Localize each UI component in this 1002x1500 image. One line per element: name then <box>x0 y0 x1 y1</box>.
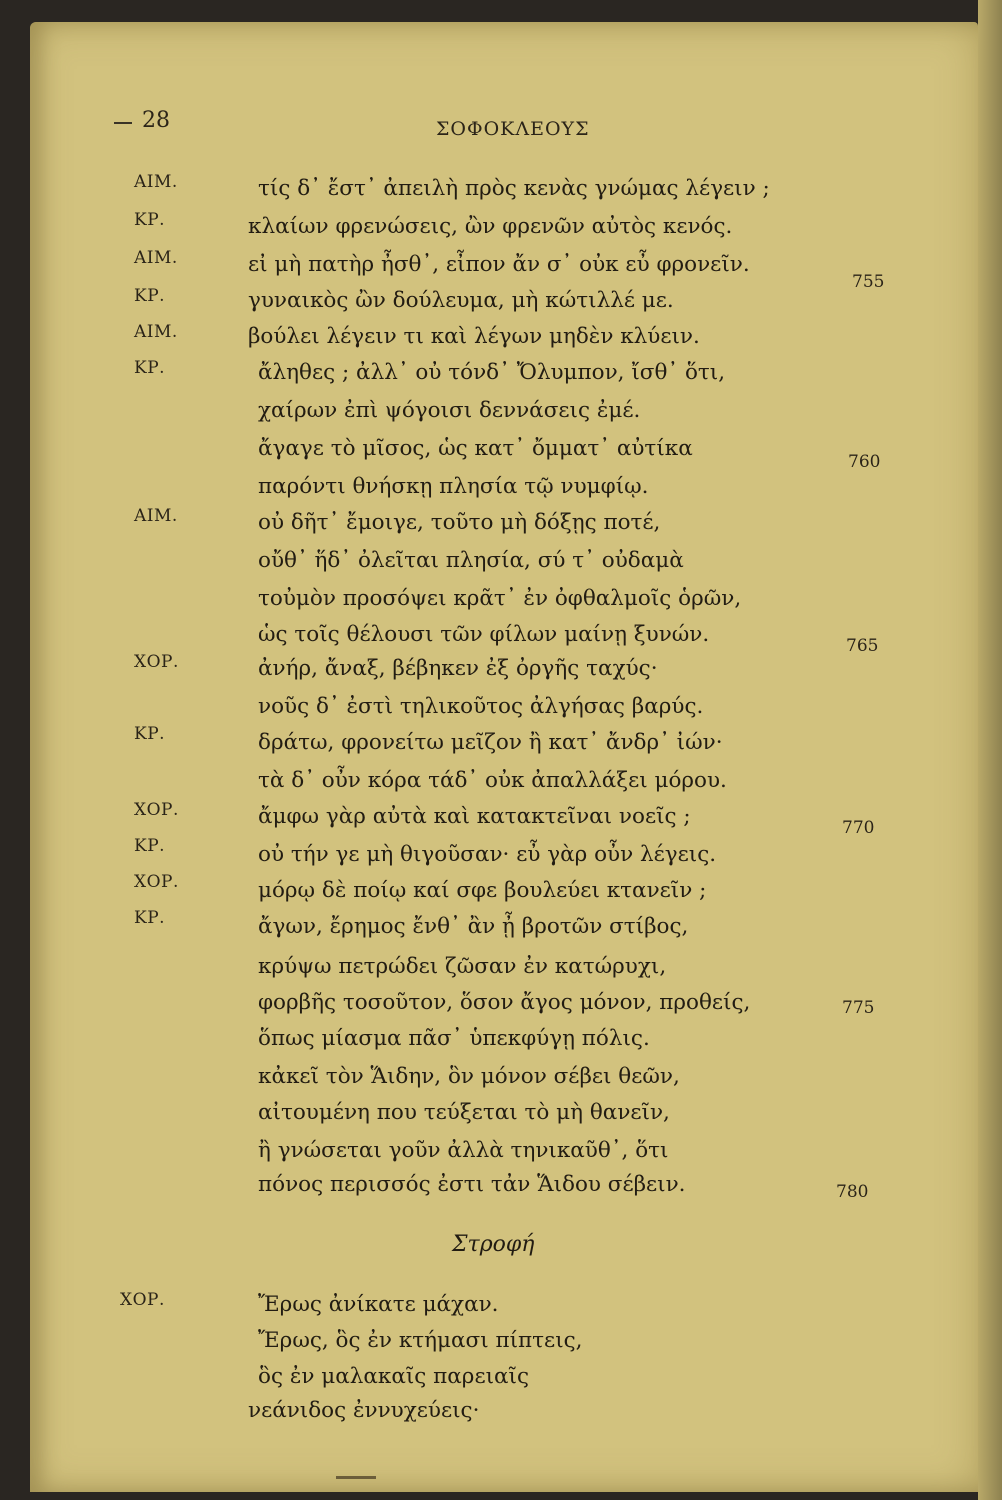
verse-line: ἄληθες ; ἀλλ᾽ οὐ τόνδ᾽ Ὄλυμπον, ἴσθ᾽ ὅτι, <box>258 360 726 385</box>
speaker-label: ΚΡ. <box>134 286 166 306</box>
verse-line: γυναικὸς ὢν δούλευμα, μὴ κώτιλλέ με. <box>248 288 674 313</box>
speaker-label: ΚΡ. <box>134 210 166 230</box>
book-page <box>30 22 978 1492</box>
verse-line: ἢ γνώσεται γοῦν ἀλλὰ τηνικαῦθ᾽, ὅτι <box>258 1138 669 1163</box>
speaker-label: ΑΙΜ. <box>134 506 178 526</box>
verse-line: ἄγαγε τὸ μῖσος, ὡς κατ᾽ ὄμματ᾽ αὐτίκα <box>258 436 693 461</box>
speaker-label: ΑΙΜ. <box>134 172 178 192</box>
verse-line: ἄγων, ἔρημος ἔνθ᾽ ἂν ᾖ βροτῶν στίβος, <box>258 914 689 939</box>
verse-line: νεάνιδος ἐννυχεύεις· <box>248 1398 480 1423</box>
speaker-label: ΧΟΡ. <box>134 872 179 892</box>
verse-line: Ἔρως, ὃς ἐν κτήμασι πίπτεις, <box>258 1328 583 1353</box>
verse-line: μόρῳ δὲ ποίῳ καί σφε βουλεύει κτανεῖν ; <box>258 878 707 903</box>
bottom-ornament <box>336 1476 376 1479</box>
line-number: 770 <box>842 818 875 838</box>
verse-line: οὐ δῆτ᾽ ἔμοιγε, τοῦτο μὴ δόξῃς ποτέ, <box>258 510 661 535</box>
speaker-label: ΧΟΡ. <box>120 1290 165 1310</box>
verse-line: κλαίων φρενώσεις, ὢν φρενῶν αὐτὸς κενός. <box>248 214 733 239</box>
line-number: 760 <box>848 452 881 472</box>
speaker-label: ΧΟΡ. <box>134 800 179 820</box>
line-number: 755 <box>852 272 885 292</box>
verse-line: πόνος περισσός ἐστι τἀν Ἅιδου σέβειν. <box>258 1172 686 1197</box>
verse-line: βούλει λέγειν τι καὶ λέγων μηδὲν κλύειν. <box>248 324 700 349</box>
verse-line: ὃς ἐν μαλακαῖς παρειαῖς <box>258 1364 530 1389</box>
section-heading: Στροφή <box>452 1232 535 1257</box>
verse-line: τὰ δ᾽ οὖν κόρα τάδ᾽ οὐκ ἀπαλλάξει μόρου. <box>258 768 727 793</box>
verse-line: φορβῆς τοσοῦτον, ὅσον ἄγος μόνον, προθείς, <box>258 990 751 1015</box>
verse-line: ὡς τοῖς θέλουσι τῶν φίλων μαίνῃ ξυνών. <box>258 622 710 647</box>
speaker-label: ΧΟΡ. <box>134 652 179 672</box>
verse-line: Ἔρως ἀνίκατε μάχαν. <box>258 1292 499 1317</box>
speaker-label: ΚΡ. <box>134 836 166 856</box>
speaker-label: ΚΡ. <box>134 724 166 744</box>
verse-line: οὔθ᾽ ἥδ᾽ ὀλεῖται πλησία, σύ τ᾽ οὐδαμὰ <box>258 548 684 573</box>
verse-line: ἄμφω γὰρ αὐτὰ καὶ κατακτεῖναι νοεῖς ; <box>258 804 691 829</box>
verse-line: εἰ μὴ πατὴρ ἦσθ᾽, εἶπον ἄν σ᾽ οὐκ εὖ φρονεῖν. <box>248 252 750 277</box>
speaker-label: ΚΡ. <box>134 908 166 928</box>
verse-line: αἰτουμένη που τεύξεται τὸ μὴ θανεῖν, <box>258 1100 670 1125</box>
speaker-label: ΑΙΜ. <box>134 248 178 268</box>
verse-line: ἀνήρ, ἄναξ, βέβηκεν ἐξ ὀργῆς ταχύς· <box>258 656 658 681</box>
line-number: 765 <box>846 636 879 656</box>
margin-dash <box>114 122 132 124</box>
verse-line: τοὐμὸν προσόψει κρᾶτ᾽ ἐν ὀφθαλμοῖς ὁρῶν, <box>258 586 742 611</box>
page-edge <box>978 0 1002 1500</box>
verse-line: ὅπως μίασμα πᾶσ᾽ ὑπεκφύγῃ πόλις. <box>258 1026 650 1051</box>
verse-line: δράτω, φρονείτω μεῖζον ἢ κατ᾽ ἄνδρ᾽ ἰών· <box>258 730 723 755</box>
verse-line: παρόντι θνήσκῃ πλησία τῷ νυμφίῳ. <box>258 474 649 499</box>
line-number: 780 <box>836 1182 869 1202</box>
speaker-label: ΚΡ. <box>134 358 166 378</box>
page-number: 28 <box>142 108 170 133</box>
running-title: ΣΟΦΟΚΛΕΟΥΣ <box>436 118 590 140</box>
verse-line: κἀκεῖ τὸν Ἅιδην, ὃν μόνον σέβει θεῶν, <box>258 1064 680 1089</box>
line-number: 775 <box>842 998 875 1018</box>
speaker-label: ΑΙΜ. <box>134 322 178 342</box>
verse-line: κρύψω πετρώδει ζῶσαν ἐν κατώρυχι, <box>258 954 667 979</box>
verse-line: οὐ τήν γε μὴ θιγοῦσαν· εὖ γὰρ οὖν λέγεις. <box>258 842 717 867</box>
verse-line: χαίρων ἐπὶ ψόγοισι δεννάσεις ἐμέ. <box>258 398 641 423</box>
verse-line: τίς δ᾽ ἔστ᾽ ἀπειλὴ πρὸς κενὰς γνώμας λέγειν ; <box>258 176 770 201</box>
verse-line: νοῦς δ᾽ ἐστὶ τηλικοῦτος ἀλγήσας βαρύς. <box>258 694 704 719</box>
